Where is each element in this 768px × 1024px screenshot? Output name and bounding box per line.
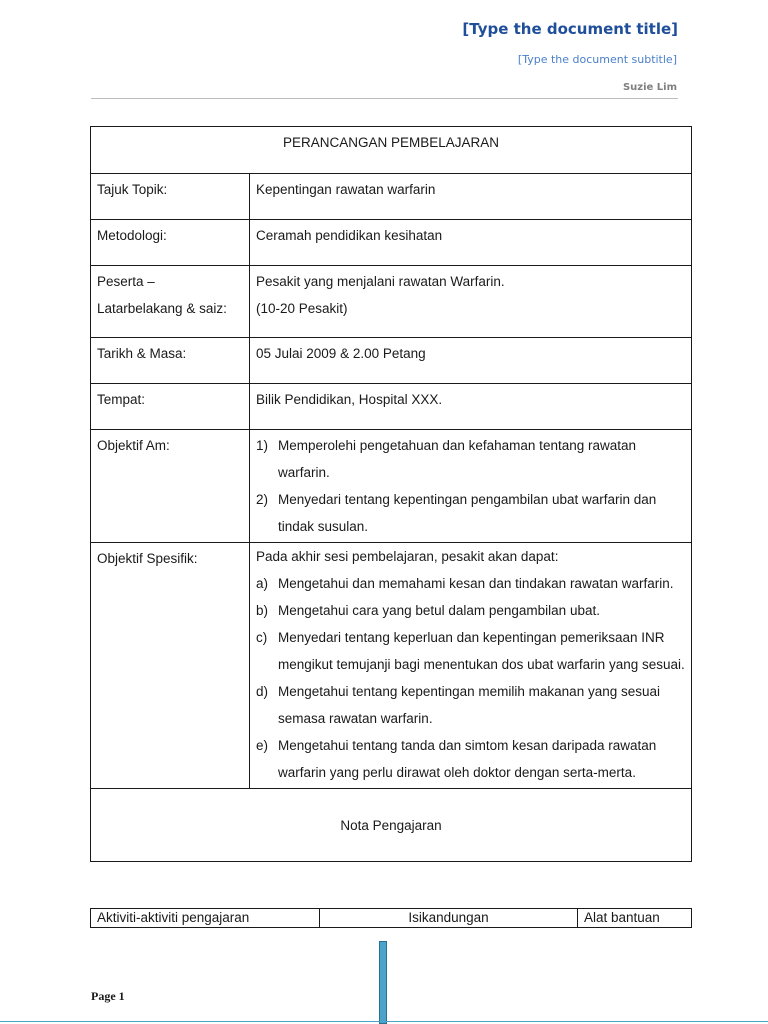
row-value (250, 266, 692, 338)
row-value-line: Pesakit yang menjalani rawatan Warfarin. (256, 274, 505, 289)
row-value: Kepentingan rawatan warfarin (250, 174, 692, 220)
list-item (256, 597, 685, 624)
table-heading-row (91, 127, 692, 174)
list-item-text: Mengetahui cara yang betul dalam pengambilan ubat. (278, 603, 600, 618)
list-marker: d) (256, 684, 269, 699)
footer-rule (0, 1021, 768, 1022)
objektif-spesifik-intro: Pada akhir sesi pembelajaran, pesakit akan dapat: (256, 549, 559, 564)
list-marker: e) (256, 738, 269, 753)
teaching-notes-table (90, 908, 692, 928)
table-row (91, 220, 692, 266)
list-item-text: Menyedari tentang keperluan dan kepentingan pemeriksaan INR mengikut temujanji bagi menentukan dos ubat warfarin yang sesuai. (278, 630, 685, 672)
nota-pengajaran-heading: Nota Pengajaran (91, 789, 692, 862)
row-label: Objektif Spesifik: (91, 543, 250, 789)
row-label: Tajuk Topik: (91, 174, 250, 220)
list-item (256, 432, 685, 486)
list-item (256, 624, 685, 678)
list-marker: a) (256, 576, 269, 591)
list-item-text: Memperolehi pengetahuan dan kefahaman tentang rawatan warfarin. (278, 438, 637, 480)
row-value: 05 Julai 2009 & 2.00 Petang (250, 338, 692, 384)
row-label: Tempat: (91, 384, 250, 430)
column-header: Aktiviti-aktiviti pengajaran (91, 909, 320, 928)
table-row (91, 266, 692, 338)
header-divider (91, 98, 678, 99)
document-subtitle: [Type the document subtitle] (517, 53, 677, 66)
row-value (250, 543, 692, 789)
list-marker: b) (256, 603, 269, 618)
footer-accent-bar (379, 941, 387, 1024)
table-row (91, 384, 692, 430)
row-label-line: Peserta – (97, 274, 155, 289)
row-label: Tarikh & Masa: (91, 338, 250, 384)
list-item (256, 678, 685, 732)
document-title: [Type the document title] (462, 20, 678, 38)
list-marker: 1) (256, 438, 269, 453)
objektif-spesifik-list (256, 570, 685, 786)
table-row (91, 174, 692, 220)
list-item-text: Mengetahui tentang tanda dan simtom kesan daripada rawatan warfarin yang perlu dirawat oleh doktor dengan serta-merta. (278, 738, 657, 780)
row-label (91, 266, 250, 338)
row-label: Objektif Am: (91, 430, 250, 543)
list-item-text: Mengetahui tentang kepentingan memilih makanan yang sesuai semasa rawatan warfarin. (278, 684, 661, 726)
list-marker: 2) (256, 492, 269, 507)
column-header: Isikandungan (320, 909, 578, 928)
table-row (91, 543, 692, 789)
table-row (91, 430, 692, 543)
list-item-text: Menyedari tentang kepentingan pengambilan ubat warfarin dan tindak susulan. (278, 492, 657, 534)
row-value: Ceramah pendidikan kesihatan (250, 220, 692, 266)
row-value (250, 430, 692, 543)
page-number: Page 1 (91, 989, 125, 1003)
list-item (256, 486, 685, 540)
row-label-line: Latarbelakang & saiz: (97, 301, 227, 316)
nota-row (91, 789, 692, 862)
list-item-text: Mengetahui dan memahami kesan dan tindakan rawatan warfarin. (278, 576, 674, 591)
table-heading: PERANCANGAN PEMBELAJARAN (91, 127, 692, 174)
lesson-plan-table (90, 126, 692, 862)
column-header: Alat bantuan (578, 909, 692, 928)
list-item (256, 570, 685, 597)
row-label: Metodologi: (91, 220, 250, 266)
teaching-notes-header-row (91, 909, 692, 928)
list-marker: c) (256, 630, 268, 645)
objektif-am-list (256, 432, 685, 540)
row-value: Bilik Pendidikan, Hospital XXX. (250, 384, 692, 430)
table-row (91, 338, 692, 384)
row-value-line: (10-20 Pesakit) (256, 301, 348, 316)
document-author: Suzie Lim (622, 82, 677, 93)
list-item (256, 732, 685, 786)
